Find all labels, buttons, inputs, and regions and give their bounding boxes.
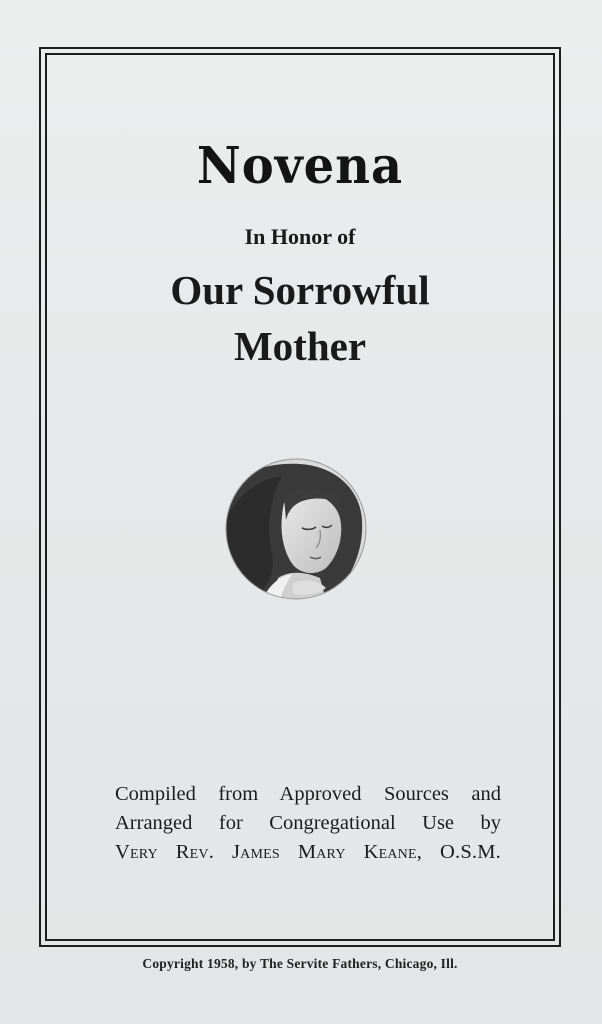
in-honor-of-subtitle: In Honor of xyxy=(244,224,356,249)
credits-author: Very Rev. James Mary Keane, O.S.M. xyxy=(115,841,501,863)
credits-line-2: Arranged for Congregational Use by xyxy=(115,812,501,834)
main-title xyxy=(45,262,555,374)
credits-block xyxy=(115,780,501,867)
novena-title: Novena xyxy=(196,136,404,196)
copyright-notice: Copyright 1958, by The Servite Fathers, Chicago, Ill. xyxy=(142,956,458,971)
credits-line-1: Compiled from Approved Sources and xyxy=(115,783,501,805)
madonna-portrait-icon xyxy=(222,458,370,600)
main-title-line-1: Our Sorrowful xyxy=(170,267,430,313)
main-title-line-2: Mother xyxy=(233,323,367,369)
